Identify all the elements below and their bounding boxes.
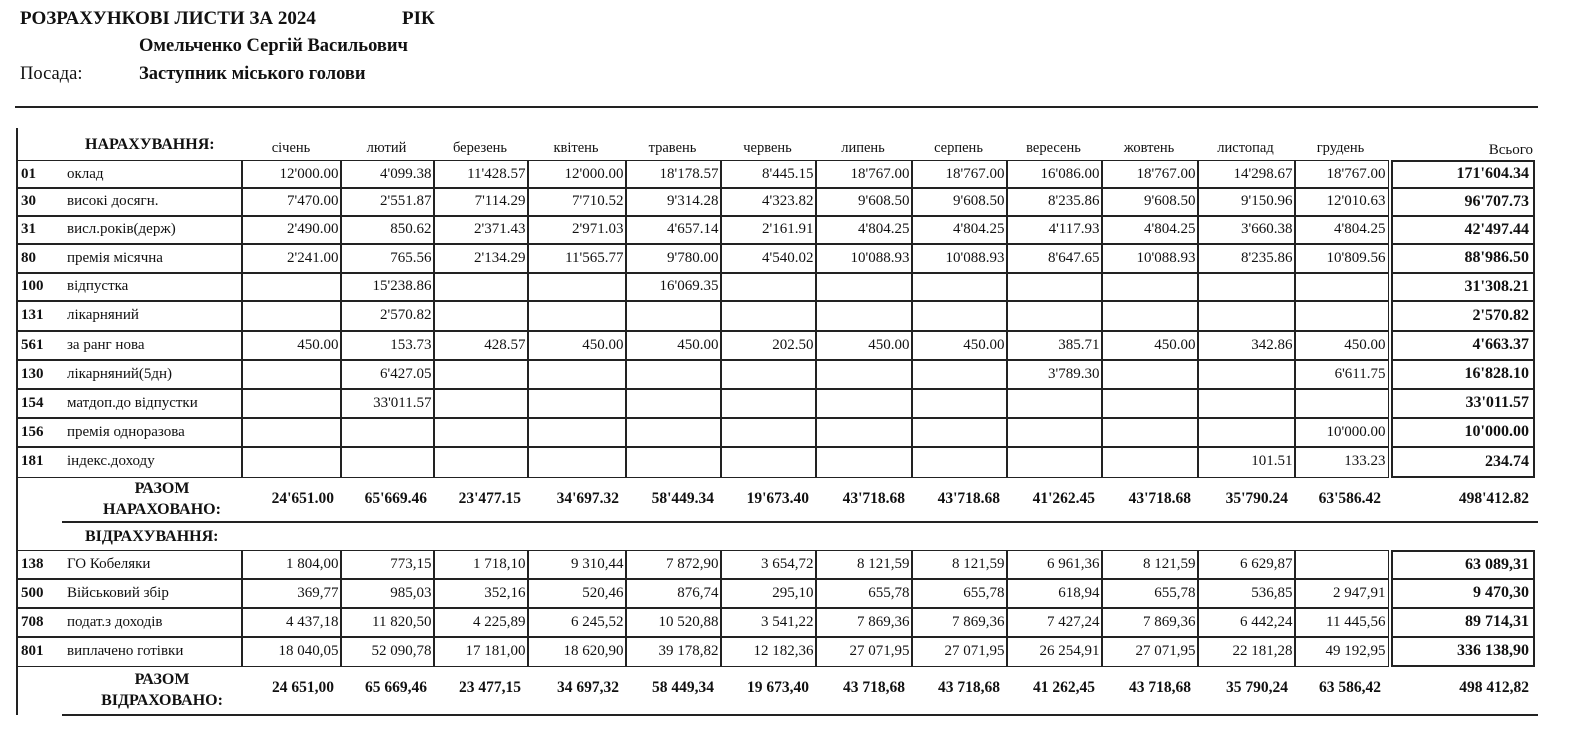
row-value xyxy=(1294,550,1389,580)
row-value: 876,74 xyxy=(625,578,722,609)
row-value: 2'241.00 xyxy=(242,243,342,274)
row-value: 10'088.93 xyxy=(1101,243,1199,274)
row-value: 7 869,36 xyxy=(911,607,1008,638)
row-value: 4'657.14 xyxy=(625,215,722,245)
accrued-month-total: 24'651.00 xyxy=(271,490,334,507)
row-value xyxy=(1101,388,1199,419)
accrued-total-label-line1: РАЗОМ xyxy=(134,480,190,497)
deducted-month-total: 63 586,42 xyxy=(1319,679,1381,696)
deducted-month-total: 41 262,45 xyxy=(1033,679,1095,696)
row-value xyxy=(527,388,627,419)
deductions-heading: ВІДРАХУВАННЯ: xyxy=(85,528,219,545)
row-value: 8'235.86 xyxy=(1006,187,1103,217)
row-value: 352,16 xyxy=(433,578,529,609)
row-value: 18'767.00 xyxy=(1294,160,1389,189)
row-total: 234.74 xyxy=(1391,446,1535,478)
month-header: грудень xyxy=(1316,139,1365,156)
row-total: 10'000.00 xyxy=(1391,417,1535,448)
row-total: 4'663.37 xyxy=(1391,330,1535,361)
accrued-month-total: 58'449.34 xyxy=(651,490,714,507)
row-value xyxy=(433,417,529,448)
row-name: індекс.доходу xyxy=(63,446,242,478)
row-value xyxy=(911,300,1008,332)
row-value xyxy=(1101,300,1199,332)
row-total: 9 470,30 xyxy=(1391,578,1535,609)
row-value: 2'134.29 xyxy=(433,243,529,274)
row-value xyxy=(625,417,722,448)
row-total: 2'570.82 xyxy=(1391,300,1535,332)
row-value: 8 121,59 xyxy=(1101,550,1199,580)
row-value: 6 961,36 xyxy=(1006,550,1103,580)
row-value xyxy=(911,446,1008,478)
row-value: 7'470.00 xyxy=(242,187,342,217)
row-value: 450.00 xyxy=(1294,330,1389,361)
row-value xyxy=(815,359,913,390)
row-value: 133.23 xyxy=(1294,446,1389,478)
row-value: 4'804.25 xyxy=(1294,215,1389,245)
row-value: 9'608.50 xyxy=(911,187,1008,217)
row-total: 88'986.50 xyxy=(1391,243,1535,274)
row-name: за ранг нова xyxy=(63,330,242,361)
accrued-month-total: 43'718.68 xyxy=(1128,490,1191,507)
row-value xyxy=(1101,417,1199,448)
row-value: 2 947,91 xyxy=(1294,578,1389,609)
row-value: 101.51 xyxy=(1197,446,1296,478)
row-value xyxy=(720,446,817,478)
row-name: подат.з доходів xyxy=(63,607,242,638)
row-value: 765.56 xyxy=(340,243,435,274)
row-code: 708 xyxy=(17,607,65,638)
row-value: 520,46 xyxy=(527,578,627,609)
row-name: оклад xyxy=(63,160,242,189)
row-value xyxy=(433,300,529,332)
row-total: 171'604.34 xyxy=(1391,160,1535,189)
row-value: 14'298.67 xyxy=(1197,160,1296,189)
row-value: 450.00 xyxy=(911,330,1008,361)
month-header: жовтень xyxy=(1123,139,1175,156)
row-value: 10 520,88 xyxy=(625,607,722,638)
accrued-grand-total: 498'412.82 xyxy=(1458,490,1529,507)
row-value: 6'611.75 xyxy=(1294,359,1389,390)
row-value xyxy=(625,359,722,390)
position-value: Заступник міського голови xyxy=(139,64,366,84)
row-value xyxy=(1101,359,1199,390)
row-value xyxy=(340,417,435,448)
month-header: квітень xyxy=(553,139,599,156)
accrued-total-label-line2: НАРАХОВАНО: xyxy=(103,501,221,518)
row-value: 18'767.00 xyxy=(815,160,913,189)
row-value: 773,15 xyxy=(340,550,435,580)
accrued-month-total: 23'477.15 xyxy=(458,490,521,507)
row-value: 536,85 xyxy=(1197,578,1296,609)
row-value: 3 541,22 xyxy=(720,607,817,638)
position-label: Посада: xyxy=(20,64,83,84)
deducted-total-label xyxy=(62,669,262,713)
row-value xyxy=(720,300,817,332)
row-value: 18 040,05 xyxy=(242,636,342,667)
row-value xyxy=(527,417,627,448)
row-value xyxy=(1006,300,1103,332)
row-code: 561 xyxy=(17,330,65,361)
row-value xyxy=(1294,300,1389,332)
row-value: 7 869,36 xyxy=(815,607,913,638)
row-name: матдоп.до відпустки xyxy=(63,388,242,419)
row-value xyxy=(720,359,817,390)
row-value: 10'809.56 xyxy=(1294,243,1389,274)
accrued-month-total: 43'718.68 xyxy=(842,490,905,507)
row-value: 2'161.91 xyxy=(720,215,817,245)
row-value: 18'767.00 xyxy=(911,160,1008,189)
row-value: 4'804.25 xyxy=(815,215,913,245)
row-total: 16'828.10 xyxy=(1391,359,1535,390)
row-value: 10'088.93 xyxy=(911,243,1008,274)
deducted-total-label-line1: РАЗОМ xyxy=(134,671,190,688)
row-value: 428.57 xyxy=(433,330,529,361)
month-header: липень xyxy=(841,139,885,156)
row-value xyxy=(1197,300,1296,332)
row-code: 100 xyxy=(17,272,65,302)
deducted-month-total: 34 697,32 xyxy=(557,679,619,696)
deducted-total-label-line2: ВІДРАХОВАНО: xyxy=(101,692,223,709)
title-text: РОЗРАХУНКОВІ ЛИСТИ ЗА 2024 xyxy=(20,8,316,29)
row-code: 181 xyxy=(17,446,65,478)
row-value xyxy=(815,388,913,419)
employee-name: Омельченко Сергій Васильович xyxy=(139,36,408,56)
row-code: 801 xyxy=(17,636,65,667)
row-code: 80 xyxy=(17,243,65,274)
row-value: 7'114.29 xyxy=(433,187,529,217)
row-value: 8'647.65 xyxy=(1006,243,1103,274)
row-value xyxy=(527,272,627,302)
row-name: відпустка xyxy=(63,272,242,302)
deducted-grand-total: 498 412,82 xyxy=(1459,679,1529,696)
row-name: премія місячна xyxy=(63,243,242,274)
row-value: 11'428.57 xyxy=(433,160,529,189)
row-value: 8'445.15 xyxy=(720,160,817,189)
accrued-month-total: 19'673.40 xyxy=(746,490,809,507)
row-value: 8 121,59 xyxy=(815,550,913,580)
row-value: 26 254,91 xyxy=(1006,636,1103,667)
row-name: висл.років(держ) xyxy=(63,215,242,245)
row-code: 156 xyxy=(17,417,65,448)
row-value: 11'565.77 xyxy=(527,243,627,274)
row-name: премія одноразова xyxy=(63,417,242,448)
row-total: 336 138,90 xyxy=(1391,636,1535,667)
row-value: 655,78 xyxy=(911,578,1008,609)
row-value: 12'000.00 xyxy=(242,160,342,189)
row-value: 16'086.00 xyxy=(1006,160,1103,189)
row-value xyxy=(911,272,1008,302)
accrued-total-label xyxy=(62,478,262,522)
accrued-month-total: 34'697.32 xyxy=(556,490,619,507)
row-value xyxy=(911,388,1008,419)
row-value xyxy=(625,446,722,478)
row-value: 3 654,72 xyxy=(720,550,817,580)
row-total: 63 089,31 xyxy=(1391,550,1535,580)
row-value: 6 442,24 xyxy=(1197,607,1296,638)
deducted-month-total: 24 651,00 xyxy=(272,679,334,696)
row-value: 11 820,50 xyxy=(340,607,435,638)
row-value xyxy=(340,446,435,478)
accrued-total-underline xyxy=(62,521,1538,523)
row-value: 16'069.35 xyxy=(625,272,722,302)
month-header: січень xyxy=(271,139,311,156)
row-value: 27 071,95 xyxy=(911,636,1008,667)
row-name: виплачено готівки xyxy=(63,636,242,667)
row-value xyxy=(1101,446,1199,478)
row-value: 655,78 xyxy=(815,578,913,609)
month-header: листопад xyxy=(1217,139,1274,156)
row-value: 22 181,28 xyxy=(1197,636,1296,667)
row-value: 4'804.25 xyxy=(1101,215,1199,245)
row-code: 01 xyxy=(17,160,65,189)
row-value: 9 310,44 xyxy=(527,550,627,580)
deducted-month-total: 35 790,24 xyxy=(1226,679,1288,696)
row-value xyxy=(720,417,817,448)
row-value xyxy=(527,300,627,332)
row-value: 8 121,59 xyxy=(911,550,1008,580)
row-total: 33'011.57 xyxy=(1391,388,1535,419)
row-value xyxy=(720,272,817,302)
row-value xyxy=(1006,388,1103,419)
row-value: 4'323.82 xyxy=(720,187,817,217)
row-value: 3'789.30 xyxy=(1006,359,1103,390)
row-value: 202.50 xyxy=(720,330,817,361)
row-value xyxy=(527,446,627,478)
row-value: 2'551.87 xyxy=(340,187,435,217)
row-value xyxy=(242,359,342,390)
row-value: 17 181,00 xyxy=(433,636,529,667)
row-value xyxy=(242,272,342,302)
row-value: 1 718,10 xyxy=(433,550,529,580)
accrued-month-total: 35'790.24 xyxy=(1225,490,1288,507)
row-value xyxy=(1294,272,1389,302)
row-value xyxy=(720,388,817,419)
row-name: Військовий збір xyxy=(63,578,242,609)
accrued-month-total: 41'262.45 xyxy=(1032,490,1095,507)
row-value: 450.00 xyxy=(1101,330,1199,361)
row-value: 4'540.02 xyxy=(720,243,817,274)
row-value xyxy=(1197,272,1296,302)
month-header: серпень xyxy=(934,139,983,156)
row-value: 3'660.38 xyxy=(1197,215,1296,245)
deducted-month-total: 43 718,68 xyxy=(1129,679,1191,696)
row-value: 618,94 xyxy=(1006,578,1103,609)
row-total: 89 714,31 xyxy=(1391,607,1535,638)
row-value: 385.71 xyxy=(1006,330,1103,361)
row-value: 12'000.00 xyxy=(527,160,627,189)
row-value xyxy=(527,359,627,390)
row-value: 15'238.86 xyxy=(340,272,435,302)
row-code: 154 xyxy=(17,388,65,419)
row-value: 655,78 xyxy=(1101,578,1199,609)
row-name: високі досягн. xyxy=(63,187,242,217)
row-name: лікарняний xyxy=(63,300,242,332)
row-value: 18 620,90 xyxy=(527,636,627,667)
row-value: 450.00 xyxy=(242,330,342,361)
row-value: 18'767.00 xyxy=(1101,160,1199,189)
row-code: 130 xyxy=(17,359,65,390)
row-value: 12 182,36 xyxy=(720,636,817,667)
row-code: 31 xyxy=(17,215,65,245)
row-value: 1 804,00 xyxy=(242,550,342,580)
row-value: 52 090,78 xyxy=(340,636,435,667)
accrued-month-total: 65'669.46 xyxy=(364,490,427,507)
row-value: 4'804.25 xyxy=(911,215,1008,245)
row-value: 2'371.43 xyxy=(433,215,529,245)
row-value xyxy=(815,272,913,302)
row-value xyxy=(242,388,342,419)
row-value xyxy=(1006,446,1103,478)
row-value: 12'010.63 xyxy=(1294,187,1389,217)
row-value: 27 071,95 xyxy=(1101,636,1199,667)
row-value xyxy=(625,300,722,332)
row-value: 6 245,52 xyxy=(527,607,627,638)
row-value: 450.00 xyxy=(625,330,722,361)
row-value: 27 071,95 xyxy=(815,636,913,667)
row-value xyxy=(911,359,1008,390)
row-value xyxy=(815,300,913,332)
row-code: 131 xyxy=(17,300,65,332)
row-value: 342.86 xyxy=(1197,330,1296,361)
row-total: 96'707.73 xyxy=(1391,187,1535,217)
row-value xyxy=(1197,388,1296,419)
row-value: 49 192,95 xyxy=(1294,636,1389,667)
row-value xyxy=(911,417,1008,448)
row-value xyxy=(815,446,913,478)
row-total: 31'308.21 xyxy=(1391,272,1535,302)
row-value: 369,77 xyxy=(242,578,342,609)
row-value xyxy=(242,446,342,478)
row-value: 9'608.50 xyxy=(1101,187,1199,217)
row-value: 7 872,90 xyxy=(625,550,722,580)
row-value: 9'608.50 xyxy=(815,187,913,217)
row-value: 295,10 xyxy=(720,578,817,609)
deducted-month-total: 43 718,68 xyxy=(938,679,1000,696)
row-value: 10'088.93 xyxy=(815,243,913,274)
deducted-month-total: 43 718,68 xyxy=(843,679,905,696)
deducted-month-total: 58 449,34 xyxy=(652,679,714,696)
row-value: 9'780.00 xyxy=(625,243,722,274)
row-value: 39 178,82 xyxy=(625,636,722,667)
deducted-month-total: 19 673,40 xyxy=(747,679,809,696)
row-value: 11 445,56 xyxy=(1294,607,1389,638)
row-value: 7 427,24 xyxy=(1006,607,1103,638)
row-code: 30 xyxy=(17,187,65,217)
deducted-total-underline xyxy=(62,714,1538,716)
month-header: березень xyxy=(452,139,508,156)
row-value: 7'710.52 xyxy=(527,187,627,217)
row-value xyxy=(1006,272,1103,302)
row-value xyxy=(433,272,529,302)
row-value xyxy=(1197,417,1296,448)
title-year-word: РІК xyxy=(402,8,435,29)
row-value: 4 437,18 xyxy=(242,607,342,638)
row-value xyxy=(242,300,342,332)
month-header: травень xyxy=(648,139,697,156)
row-value: 9'314.28 xyxy=(625,187,722,217)
row-value: 2'490.00 xyxy=(242,215,342,245)
row-code: 500 xyxy=(17,578,65,609)
row-value xyxy=(1101,272,1199,302)
row-value: 7 869,36 xyxy=(1101,607,1199,638)
row-value xyxy=(1197,359,1296,390)
row-value: 9'150.96 xyxy=(1197,187,1296,217)
row-value: 4'099.38 xyxy=(340,160,435,189)
accrued-month-total: 43'718.68 xyxy=(937,490,1000,507)
deducted-month-total: 23 477,15 xyxy=(459,679,521,696)
accrued-month-total: 63'586.42 xyxy=(1318,490,1381,507)
row-value: 8'235.86 xyxy=(1197,243,1296,274)
total-header: Всього xyxy=(1488,141,1533,158)
row-value xyxy=(1006,417,1103,448)
row-value: 10'000.00 xyxy=(1294,417,1389,448)
row-value: 985,03 xyxy=(340,578,435,609)
row-value: 850.62 xyxy=(340,215,435,245)
row-value xyxy=(433,446,529,478)
row-value: 4 225,89 xyxy=(433,607,529,638)
row-value xyxy=(815,417,913,448)
row-value: 6'427.05 xyxy=(340,359,435,390)
row-value xyxy=(1294,388,1389,419)
row-value xyxy=(242,417,342,448)
row-value xyxy=(433,359,529,390)
month-header: лютий xyxy=(366,139,407,156)
row-value: 4'117.93 xyxy=(1006,215,1103,245)
row-value: 450.00 xyxy=(527,330,627,361)
month-header: вересень xyxy=(1026,139,1081,156)
row-value: 6 629,87 xyxy=(1197,550,1296,580)
deducted-month-total: 65 669,46 xyxy=(365,679,427,696)
row-value xyxy=(625,388,722,419)
row-value: 18'178.57 xyxy=(625,160,722,189)
row-total: 42'497.44 xyxy=(1391,215,1535,245)
row-value: 450.00 xyxy=(815,330,913,361)
row-value: 153.73 xyxy=(340,330,435,361)
row-name: лікарняний(5дн) xyxy=(63,359,242,390)
row-value: 2'570.82 xyxy=(340,300,435,332)
accruals-heading: НАРАХУВАННЯ: xyxy=(85,136,215,153)
row-code: 138 xyxy=(17,550,65,580)
row-name: ГО Кобеляки xyxy=(63,550,242,580)
row-value: 2'971.03 xyxy=(527,215,627,245)
month-header: червень xyxy=(743,139,792,156)
row-value xyxy=(433,388,529,419)
row-value: 33'011.57 xyxy=(340,388,435,419)
